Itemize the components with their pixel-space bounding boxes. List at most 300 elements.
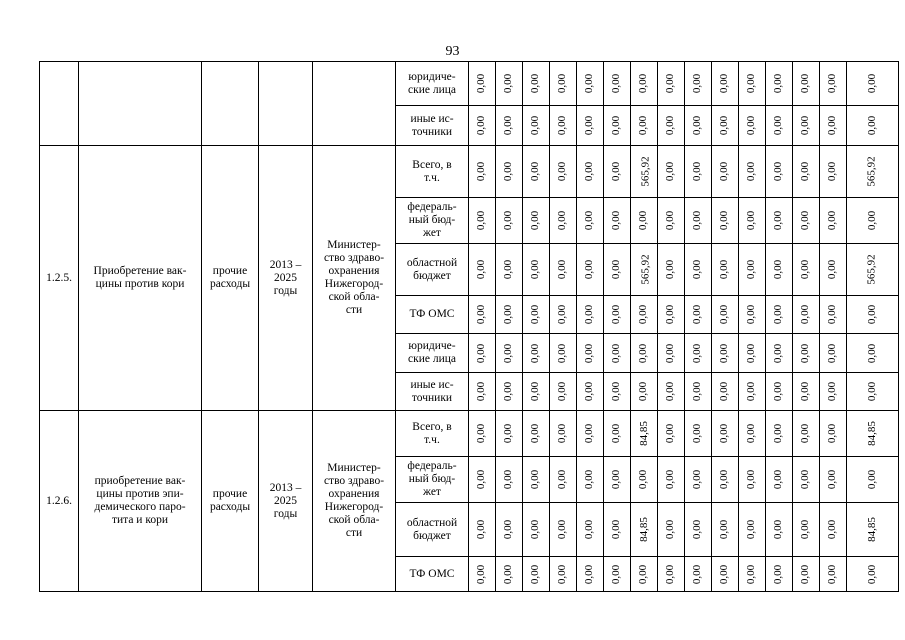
value-cell [766, 503, 793, 557]
value-text: 0,00 [866, 304, 878, 325]
value-cell [658, 62, 685, 106]
value-text: 0,00 [772, 469, 785, 490]
value-cell [712, 146, 739, 198]
value-cell [766, 198, 793, 244]
value-cell [577, 296, 604, 334]
value-text: 0,00 [475, 259, 488, 280]
value-text: 0,00 [475, 343, 488, 363]
value-cell [847, 457, 899, 503]
value-cell [820, 198, 847, 244]
value-text: 0,00 [475, 161, 488, 182]
page-number: 93 [445, 44, 460, 59]
value-text: 0,00 [529, 469, 542, 490]
value-text: 0,00 [556, 519, 569, 540]
value-cell [577, 557, 604, 592]
item-name: приобретение вак- цины против эпи- демического паро- тита и кори [79, 411, 202, 592]
value-text: 0,00 [772, 73, 785, 94]
value-text: 0,00 [502, 210, 515, 231]
value-cell [550, 557, 577, 592]
value-text: 0,00 [866, 73, 878, 94]
value-cell [577, 411, 604, 457]
value-cell [793, 62, 820, 106]
value-cell [685, 198, 712, 244]
value-text: 0,00 [502, 259, 515, 280]
number-cell [40, 62, 79, 146]
value-text: 0,00 [826, 343, 839, 363]
value-cell [523, 244, 550, 296]
value-cell [847, 557, 899, 592]
value-text: 565,92 [866, 254, 878, 285]
value-cell [658, 373, 685, 411]
value-text: 0,00 [718, 519, 731, 540]
value-text: 0,00 [664, 304, 677, 325]
value-cell [523, 557, 550, 592]
value-text: 0,00 [475, 469, 488, 490]
value-text: 0,00 [475, 381, 488, 402]
value-text: 0,00 [772, 519, 785, 540]
funding-source: иные ис- точники [396, 106, 469, 146]
value-cell [685, 334, 712, 373]
value-text: 0,00 [529, 423, 542, 444]
value-cell [712, 334, 739, 373]
value-cell [739, 503, 766, 557]
value-text: 0,00 [745, 259, 758, 280]
value-text: 0,00 [556, 259, 569, 280]
value-text: 0,00 [502, 343, 515, 363]
item-number: 1.2.6. [40, 411, 79, 592]
value-cell [712, 503, 739, 557]
value-text: 0,00 [529, 564, 542, 584]
value-text: 0,00 [799, 73, 812, 94]
value-text: 0,00 [799, 161, 812, 182]
period: 2013 – 2025 годы [259, 146, 313, 411]
expense-type: прочие расходы [202, 146, 259, 411]
value-cell [685, 411, 712, 457]
value-text: 0,00 [664, 73, 677, 94]
value-cell [739, 557, 766, 592]
value-cell [712, 457, 739, 503]
value-cell [577, 62, 604, 106]
value-text: 0,00 [475, 73, 488, 94]
value-text: 0,00 [475, 210, 488, 231]
value-text: 0,00 [583, 381, 596, 402]
value-text: 0,00 [799, 210, 812, 231]
value-text: 0,00 [637, 343, 650, 363]
value-cell [712, 411, 739, 457]
value-cell [712, 557, 739, 592]
value-text: 0,00 [610, 304, 623, 325]
funding-source: областной бюджет [396, 503, 469, 557]
value-text: 0,00 [556, 161, 569, 182]
value-text: 84,85 [637, 517, 650, 542]
value-cell [496, 106, 523, 146]
value-text: 0,00 [529, 210, 542, 231]
value-cell [550, 198, 577, 244]
value-cell [550, 373, 577, 411]
value-cell [631, 334, 658, 373]
value-cell [658, 296, 685, 334]
value-text: 0,00 [610, 519, 623, 540]
value-cell [712, 244, 739, 296]
value-cell [793, 411, 820, 457]
value-cell [766, 106, 793, 146]
value-text: 0,00 [664, 161, 677, 182]
value-cell [631, 244, 658, 296]
value-cell [685, 373, 712, 411]
value-cell [523, 373, 550, 411]
value-cell [685, 457, 712, 503]
value-cell [685, 244, 712, 296]
value-text: 0,00 [664, 423, 677, 444]
value-cell [631, 411, 658, 457]
value-cell [604, 557, 631, 592]
value-text: 0,00 [718, 73, 731, 94]
value-cell [604, 503, 631, 557]
table-body [40, 62, 899, 592]
value-text: 84,85 [866, 517, 878, 542]
value-cell [658, 198, 685, 244]
value-cell [469, 198, 496, 244]
value-text: 0,00 [718, 161, 731, 182]
value-cell [523, 411, 550, 457]
value-text: 0,00 [745, 304, 758, 325]
value-cell [739, 62, 766, 106]
value-text: 0,00 [529, 343, 542, 363]
value-text: 0,00 [826, 423, 839, 444]
value-text: 0,00 [826, 210, 839, 231]
value-cell [766, 296, 793, 334]
value-text: 0,00 [556, 304, 569, 325]
funding-source: Всего, в т.ч. [396, 411, 469, 457]
value-text: 0,00 [772, 259, 785, 280]
value-cell [550, 244, 577, 296]
value-cell [469, 62, 496, 106]
value-cell [550, 411, 577, 457]
value-text: 0,00 [799, 519, 812, 540]
value-text: 0,00 [691, 423, 704, 444]
table-row [40, 146, 899, 198]
value-text: 0,00 [691, 469, 704, 490]
value-cell [496, 198, 523, 244]
value-text: 0,00 [664, 343, 677, 363]
value-text: 0,00 [866, 381, 878, 402]
value-cell [658, 106, 685, 146]
value-cell [496, 557, 523, 592]
value-text: 0,00 [718, 381, 731, 402]
value-text: 0,00 [637, 73, 650, 94]
value-text: 0,00 [691, 519, 704, 540]
value-cell [739, 106, 766, 146]
value-text: 0,00 [799, 423, 812, 444]
value-cell [523, 503, 550, 557]
value-text: 0,00 [529, 304, 542, 325]
value-cell [658, 334, 685, 373]
value-text: 0,00 [610, 423, 623, 444]
value-text: 0,00 [556, 381, 569, 402]
value-text: 0,00 [610, 210, 623, 231]
value-cell [523, 146, 550, 198]
value-text: 565,92 [866, 156, 878, 187]
value-text: 0,00 [583, 564, 596, 584]
value-text: 0,00 [556, 343, 569, 363]
value-text: 0,00 [637, 381, 650, 402]
name-cell [79, 62, 202, 146]
funding-source: федераль- ный бюд- жет [396, 457, 469, 503]
value-cell [496, 457, 523, 503]
value-text: 0,00 [826, 304, 839, 325]
value-text: 0,00 [664, 210, 677, 231]
value-cell [550, 146, 577, 198]
value-text: 0,00 [637, 469, 650, 490]
value-cell [469, 146, 496, 198]
value-text: 0,00 [583, 304, 596, 325]
value-cell [523, 457, 550, 503]
value-text: 0,00 [691, 161, 704, 182]
value-text: 0,00 [691, 259, 704, 280]
value-cell [631, 146, 658, 198]
item-number: 1.2.5. [40, 146, 79, 411]
value-text: 0,00 [745, 161, 758, 182]
value-text: 0,00 [637, 564, 650, 584]
value-cell [523, 296, 550, 334]
value-cell [793, 244, 820, 296]
value-cell [766, 244, 793, 296]
value-text: 0,00 [691, 304, 704, 325]
value-cell [820, 557, 847, 592]
value-cell [658, 557, 685, 592]
value-text: 0,00 [799, 259, 812, 280]
value-text: 84,85 [866, 421, 878, 446]
value-text: 0,00 [529, 259, 542, 280]
executor: Министер- ство здраво- охранения Нижегород- ской обла- сти [313, 411, 396, 592]
value-text: 0,00 [664, 469, 677, 490]
value-text: 0,00 [610, 73, 623, 94]
value-cell [658, 411, 685, 457]
value-cell [631, 296, 658, 334]
value-text: 0,00 [826, 469, 839, 490]
value-cell [712, 373, 739, 411]
value-cell [820, 106, 847, 146]
value-text: 0,00 [691, 343, 704, 363]
value-text: 0,00 [637, 115, 650, 136]
value-cell [631, 457, 658, 503]
value-text: 0,00 [826, 564, 839, 584]
funding-source: федераль- ный бюд- жет [396, 198, 469, 244]
value-cell [604, 411, 631, 457]
value-cell [793, 198, 820, 244]
value-cell [766, 373, 793, 411]
value-cell [793, 557, 820, 592]
funding-source: юридиче- ские лица [396, 334, 469, 373]
value-text: 0,00 [718, 423, 731, 444]
value-cell [685, 503, 712, 557]
value-text: 0,00 [745, 423, 758, 444]
value-cell [847, 146, 899, 198]
value-text: 0,00 [664, 115, 677, 136]
value-text: 0,00 [799, 304, 812, 325]
value-text: 0,00 [502, 161, 515, 182]
value-cell [685, 557, 712, 592]
value-cell [577, 457, 604, 503]
value-cell [685, 296, 712, 334]
value-cell [604, 106, 631, 146]
value-cell [820, 411, 847, 457]
value-text: 0,00 [745, 564, 758, 584]
value-cell [577, 334, 604, 373]
value-cell [550, 503, 577, 557]
value-cell [496, 296, 523, 334]
value-text: 0,00 [691, 73, 704, 94]
value-cell [793, 334, 820, 373]
value-cell [469, 411, 496, 457]
value-cell [469, 334, 496, 373]
value-cell [847, 334, 899, 373]
value-cell [550, 62, 577, 106]
value-text: 0,00 [772, 343, 785, 363]
value-cell [604, 373, 631, 411]
value-text: 0,00 [475, 304, 488, 325]
value-cell [550, 334, 577, 373]
value-cell [820, 62, 847, 106]
value-cell [820, 334, 847, 373]
value-cell [604, 62, 631, 106]
type-cell [202, 62, 259, 146]
value-text: 0,00 [610, 469, 623, 490]
value-text: 0,00 [529, 73, 542, 94]
value-cell [847, 62, 899, 106]
value-cell [631, 503, 658, 557]
value-cell [604, 334, 631, 373]
value-text: 0,00 [502, 115, 515, 136]
value-text: 0,00 [745, 73, 758, 94]
value-cell [766, 62, 793, 106]
value-text: 0,00 [718, 304, 731, 325]
value-text: 0,00 [610, 161, 623, 182]
value-cell [793, 503, 820, 557]
value-text: 0,00 [718, 115, 731, 136]
value-cell [766, 411, 793, 457]
value-cell [739, 373, 766, 411]
value-text: 0,00 [772, 210, 785, 231]
value-text: 565,92 [639, 156, 652, 187]
value-text: 0,00 [637, 304, 650, 325]
value-cell [739, 146, 766, 198]
value-text: 0,00 [745, 343, 758, 363]
value-text: 0,00 [502, 423, 515, 444]
value-text: 0,00 [772, 564, 785, 584]
value-text: 0,00 [745, 469, 758, 490]
value-cell [604, 244, 631, 296]
value-text: 0,00 [529, 519, 542, 540]
value-text: 0,00 [610, 564, 623, 584]
value-cell [550, 106, 577, 146]
value-text: 0,00 [799, 115, 812, 136]
value-cell [820, 146, 847, 198]
value-text: 0,00 [610, 343, 623, 363]
value-text: 0,00 [772, 381, 785, 402]
value-text: 0,00 [745, 381, 758, 402]
value-cell [766, 557, 793, 592]
value-text: 0,00 [826, 115, 839, 136]
value-cell [793, 457, 820, 503]
value-cell [496, 244, 523, 296]
value-text: 0,00 [583, 519, 596, 540]
value-cell [631, 198, 658, 244]
value-text: 0,00 [502, 564, 515, 584]
value-text: 0,00 [556, 115, 569, 136]
value-cell [631, 373, 658, 411]
value-text: 0,00 [772, 423, 785, 444]
value-cell [847, 198, 899, 244]
value-cell [712, 106, 739, 146]
value-text: 0,00 [475, 115, 488, 136]
value-text: 0,00 [583, 423, 596, 444]
value-text: 0,00 [691, 115, 704, 136]
funding-source: Всего, в т.ч. [396, 146, 469, 198]
value-text: 0,00 [826, 519, 839, 540]
value-cell [523, 198, 550, 244]
value-text: 0,00 [826, 161, 839, 182]
budget-table [39, 61, 899, 592]
value-cell [847, 411, 899, 457]
value-text: 0,00 [556, 564, 569, 584]
value-text: 0,00 [826, 381, 839, 402]
value-text: 0,00 [772, 304, 785, 325]
value-text: 0,00 [691, 564, 704, 584]
value-text: 0,00 [502, 304, 515, 325]
value-text: 0,00 [556, 423, 569, 444]
value-cell [496, 146, 523, 198]
value-cell [550, 296, 577, 334]
executor: Министер- ство здраво- охранения Нижегород- ской обла- сти [313, 146, 396, 411]
value-cell [820, 373, 847, 411]
value-text: 0,00 [664, 259, 677, 280]
value-text: 0,00 [637, 210, 650, 231]
value-text: 0,00 [475, 519, 488, 540]
value-cell [712, 296, 739, 334]
funding-source: областной бюджет [396, 244, 469, 296]
value-cell [847, 244, 899, 296]
value-text: 0,00 [583, 73, 596, 94]
value-cell [658, 146, 685, 198]
value-cell [739, 334, 766, 373]
value-text: 0,00 [583, 161, 596, 182]
value-text: 0,00 [556, 210, 569, 231]
value-cell [577, 373, 604, 411]
value-cell [523, 334, 550, 373]
value-text: 0,00 [718, 210, 731, 231]
value-cell [496, 334, 523, 373]
value-text: 0,00 [502, 73, 515, 94]
funding-source: ТФ ОМС [396, 296, 469, 334]
value-text: 0,00 [502, 381, 515, 402]
funding-source: ТФ ОМС [396, 557, 469, 592]
value-text: 0,00 [610, 381, 623, 402]
value-text: 0,00 [529, 381, 542, 402]
expense-type: прочие расходы [202, 411, 259, 592]
value-cell [577, 244, 604, 296]
value-text: 0,00 [610, 259, 623, 280]
value-cell [766, 334, 793, 373]
value-text: 0,00 [556, 73, 569, 94]
value-text: 0,00 [799, 343, 812, 363]
value-cell [496, 503, 523, 557]
value-text: 0,00 [664, 564, 677, 584]
value-cell [793, 106, 820, 146]
value-cell [604, 198, 631, 244]
value-text: 0,00 [556, 469, 569, 490]
value-cell [847, 503, 899, 557]
